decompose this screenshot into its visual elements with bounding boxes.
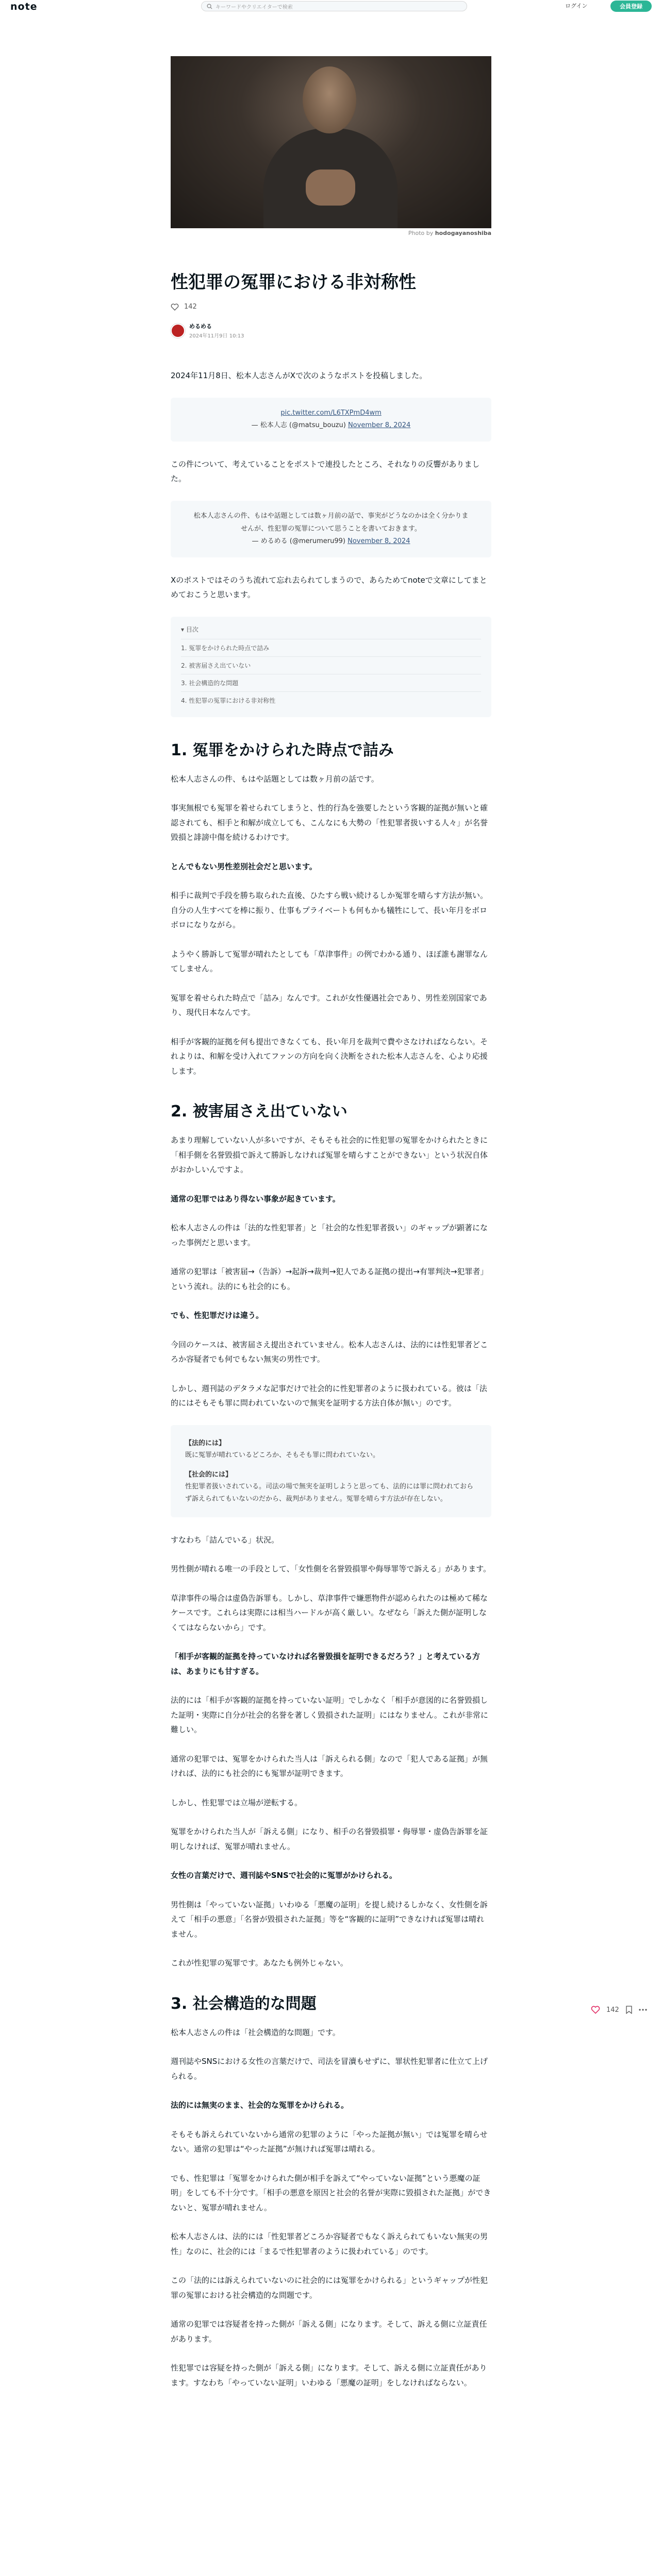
paragraph: 冤罪を着せられた時点で「詰み」なんです。これが女性優遇社会であり、男性差別国家であり、現代日本なんです。 xyxy=(171,993,487,1018)
article-body xyxy=(171,368,491,2404)
tweet-author: — 松本人志 (@matsu_bouzu) xyxy=(251,421,346,430)
search-icon xyxy=(207,4,212,9)
signup-button[interactable]: 会員登録 xyxy=(610,1,652,12)
paragraph: 冤罪をかけられた当人が「訴える側」になり、相手の名誉毀損罪・侮辱罪・虚偽告訴罪を証明しなければ、冤罪が晴れません。 xyxy=(171,1827,488,1851)
paragraph: でも、性犯罪は「冤罪をかけられた側が相手を訴えて“やっていない証拠”という悪魔の証明」をしても不十分です。「相手の悪意を原因と社会的名誉が実際に毀損された証拠」ができないと、冤罪が晴れません。 xyxy=(171,2173,491,2212)
paragraph: 松本人志さんの件は「法的な性犯罪者」と「社会的な性犯罪者扱い」のギャップが顕著になった事例だと思います。 xyxy=(171,1223,488,1247)
paragraph: しかし、性犯罪では立場が逆転する。 xyxy=(171,1798,303,1807)
callout-text: 既に冤罪が晴れているどころか、そもそも罪に問われていない。 xyxy=(185,1451,380,1460)
section-heading: 3. 社会構造的な問題 xyxy=(171,1994,317,2013)
paragraph: とんでもない男性差別社会だと思います。 xyxy=(171,861,317,871)
hero-image xyxy=(171,56,491,228)
tweet-date-link[interactable]: November 8, 2024 xyxy=(347,537,410,546)
toc-item[interactable]: 3. 社会構造的な問題 xyxy=(181,674,481,691)
search-input[interactable] xyxy=(201,1,467,11)
paragraph: これが性犯罪の冤罪です。あなたも例外じゃない。 xyxy=(171,1958,348,1968)
heart-icon[interactable] xyxy=(171,303,179,311)
paragraph: 「相手が客観的証拠を持っていなければ名誉毀損を証明できるだろう？」と考えている方は、あまりにも甘すぎる。 xyxy=(171,1652,481,1676)
section-heading: 2. 被害届さえ出ていない xyxy=(171,1103,347,1121)
paragraph: 通常の犯罪ではあり得ない事象が起きています。 xyxy=(171,1194,340,1204)
bookmark-icon[interactable] xyxy=(625,2006,633,2014)
caption-prefix: Photo by xyxy=(408,230,434,236)
paragraph: 法的には無実のまま、社会的な冤罪をかけられる。 xyxy=(171,2100,349,2110)
callout-box xyxy=(171,1425,491,1517)
paragraph: 相手に裁判で手段を勝ち取られた直後、ひたすら戦い続けるしか冤罪を晴らす方法が無い。自分の人生すべてを棒に振り、仕事もプライベートも何もかも犠牲にして、長い年月をボロボロになりながら。 xyxy=(171,891,488,930)
publish-date: 2024年11月9日 10:13 xyxy=(189,333,244,339)
paragraph: そもそも訴えられていないから通常の犯罪のように「やった証拠が無い」では冤罪を晴らせない。通常の犯罪は“やった証拠”が無ければ冤罪は晴れる。 xyxy=(171,2129,488,2154)
caption-author[interactable]: hodogayanoshiba xyxy=(435,230,491,236)
paragraph: 2024年11月8日、松本人志さんがXで次のようなポストを投稿しました。 xyxy=(171,371,427,380)
more-icon[interactable] xyxy=(639,2009,647,2011)
like-count-area[interactable] xyxy=(171,303,197,311)
paragraph: この件について、考えていることをポストで連投したところ、それなりの反響がありました。 xyxy=(171,459,480,484)
tweet-link[interactable]: pic.twitter.com/L6TXPmD4wm xyxy=(280,409,382,417)
table-of-contents xyxy=(171,617,491,717)
paragraph: 事実無根でも冤罪を着せられてしまうと、性的行為を強要したという客観的証拠が無いと確認されても、相手と和解が成立しても、こんなにも大勢の「性犯罪者扱いする人々」が名誉毀損と誹謗中傷を続けるわけです。 xyxy=(171,803,488,842)
paragraph: でも、性犯罪だけは違う。 xyxy=(171,1311,264,1320)
paragraph: しかし、週刊誌のデタラメな記事だけで社会的に性犯罪者のように扱われている。彼は「法的にはそもそも罪に問われていないので無実を証明する方法自体が無い」のです。 xyxy=(171,1383,487,1408)
article-title: 性犯罪の冤罪における非対称性 xyxy=(171,272,416,293)
toc-item[interactable]: 1. 冤罪をかけられた時点で詰み xyxy=(181,639,481,656)
paragraph: 通常の犯罪は「被害届→（告訴）→起訴→裁判→犯人である証拠の提出→有罪判決→犯罪者」という流れ。法的にも社会的にも。 xyxy=(171,1267,488,1291)
toc-heading[interactable]: ▾ 目次 xyxy=(181,625,198,633)
callout-label: 【法的には】 xyxy=(185,1439,226,1447)
heart-icon[interactable] xyxy=(591,2006,600,2014)
paragraph: すなわち「詰んでいる」状況。 xyxy=(171,1535,279,1545)
paragraph: 週刊誌やSNSにおける女性の言葉だけで、司法を冒瀆もせずに、罪状性犯罪者に仕立て上げられる。 xyxy=(171,2057,488,2081)
paragraph: 性犯罪では容疑を持った側が「訴える側」になります。そして、訴える側に立証責任があります。すなわち「やっていない証明」いわゆる「悪魔の証明」をしなければならない。 xyxy=(171,2363,487,2387)
tweet-embed xyxy=(171,501,491,557)
paragraph: 男性側が晴れる唯一の手段として、「女性側を名誉毀損罪や侮辱罪等で訴える」があります。 xyxy=(171,1564,491,1574)
paragraph: あまり理解していない人が多いですが、そもそも社会的に性犯罪の冤罪をかけられたときに「相手側を名誉毀損で訴えて勝訴しなければ冤罪を晴らすことができない」という状況自体がおかしいんですよ。 xyxy=(171,1136,488,1175)
paragraph: この「法的には訴えられていないのに社会的には冤罪をかけられる」というギャップが性犯罪の冤罪における社会構造的な問題です。 xyxy=(171,2276,488,2300)
floating-actions xyxy=(591,2006,653,2014)
paragraph: 草津事件の場合は虚偽告訴罪も。しかし、草津事件で嫌悪物件が認められたのは極めて稀なケースです。これらは実際には相当ハードルが高く厳しい。なぜなら「訴えた側が証明しなくてはならないから」です。 xyxy=(171,1593,488,1632)
paragraph: ようやく勝訴して冤罪が晴れたとしても「草津事件」の例でわかる通り、ほぼ誰も謝罪なんてしません。 xyxy=(171,949,488,974)
login-link[interactable]: ログイン xyxy=(565,3,588,9)
paragraph: 松本人志さんの件、もはや話題としては数ヶ月前の話です。 xyxy=(171,774,379,784)
floating-like-count: 142 xyxy=(606,2006,619,2014)
author-block[interactable] xyxy=(171,322,244,339)
paragraph: 相手が客観的証拠を何も提出できなくても、長い年月を裁判で費やさなければならない。それよりは、和解を受け入れてファンの方向を向く決断をされた松本人志さんを、心より応援します。 xyxy=(171,1037,488,1076)
tweet-embed xyxy=(171,398,491,442)
avatar[interactable] xyxy=(171,324,185,338)
paragraph: 通常の犯罪では容疑者を持った側が「訴える側」になります。そして、訴える側に立証責任があります。 xyxy=(171,2319,487,2344)
tweet-date-link[interactable]: November 8, 2024 xyxy=(347,421,411,430)
author-name[interactable]: めるめる xyxy=(189,323,212,330)
like-count: 142 xyxy=(184,303,197,311)
paragraph: 男性側は「やっていない証拠」いわゆる「悪魔の証明」を提し続けるしかなく、女性側を訴えて「相手の悪意」「名誉が毀損された証拠」等を“客観的に証明”できなければ冤罪は晴れません。 xyxy=(171,1900,488,1939)
paragraph: 松本人志さんの件は「社会構造的な問題」です。 xyxy=(171,2027,340,2037)
paragraph: 女性の言葉だけで、週刊誌やSNSで社会的に冤罪がかけられる。 xyxy=(171,1871,397,1880)
paragraph: 法的には「相手が客観的証拠を持っていない証明」でしかなく「相手が意図的に名誉毀損した証明・実際に自分が社会的名誉を著しく毀損された証明」にはなりません。これが非常に難しい。 xyxy=(171,1696,488,1735)
note-logo[interactable]: note xyxy=(10,1,38,12)
tweet-author: — めるめる (@merumeru99) xyxy=(252,537,345,546)
paragraph: 通常の犯罪では、冤罪をかけられた当人は「訴えられる側」なので「犯人である証拠」が無ければ、法的にも社会的にも冤罪が証明できます。 xyxy=(171,1754,488,1778)
tweet-text: 松本人志さんの件、もはや話題としては数ヶ月前の話で、事実がどうなのかは全く分かりませんが、性犯罪の冤罪について思うことを書いておきます。 xyxy=(193,512,469,533)
toc-item[interactable]: 4. 性犯罪の冤罪における非対称性 xyxy=(181,691,481,709)
paragraph: 松本人志さんは、法的には「性犯罪者どころか容疑者でもなく訴えられてもいない無実の男性」なのに、社会的には「まるで性犯罪者のように扱われている」のです。 xyxy=(171,2232,488,2256)
section-heading: 1. 冤罪をかけられた時点で詰み xyxy=(171,741,394,759)
toc-item[interactable]: 2. 被害届さえ出ていない xyxy=(181,656,481,674)
search-placeholder: キーワードやクリエイターで検索 xyxy=(216,4,293,10)
paragraph: Xのポストではそのうち流れて忘れ去られてしまうので、あらためてnoteで文章にしてまとめておこうと思います。 xyxy=(171,575,487,600)
hero-caption xyxy=(171,230,491,236)
callout-text: 性犯罪者扱いされている。司法の場で無実を証明しようと思っても、法的には罪に問われておらず訴えられてもいないのだから、裁判がありません。冤罪を晴らす方法が存在しない。 xyxy=(185,1483,474,1503)
site-header xyxy=(0,0,662,12)
callout-label: 【社会的には】 xyxy=(185,1470,233,1479)
paragraph: 今回のケースは、被害届さえ提出されていません。松本人志さんは、法的には性犯罪者どころか容疑者でも何でもない無実の男性です。 xyxy=(171,1340,488,1364)
toc-heading-label: 目次 xyxy=(186,625,198,633)
